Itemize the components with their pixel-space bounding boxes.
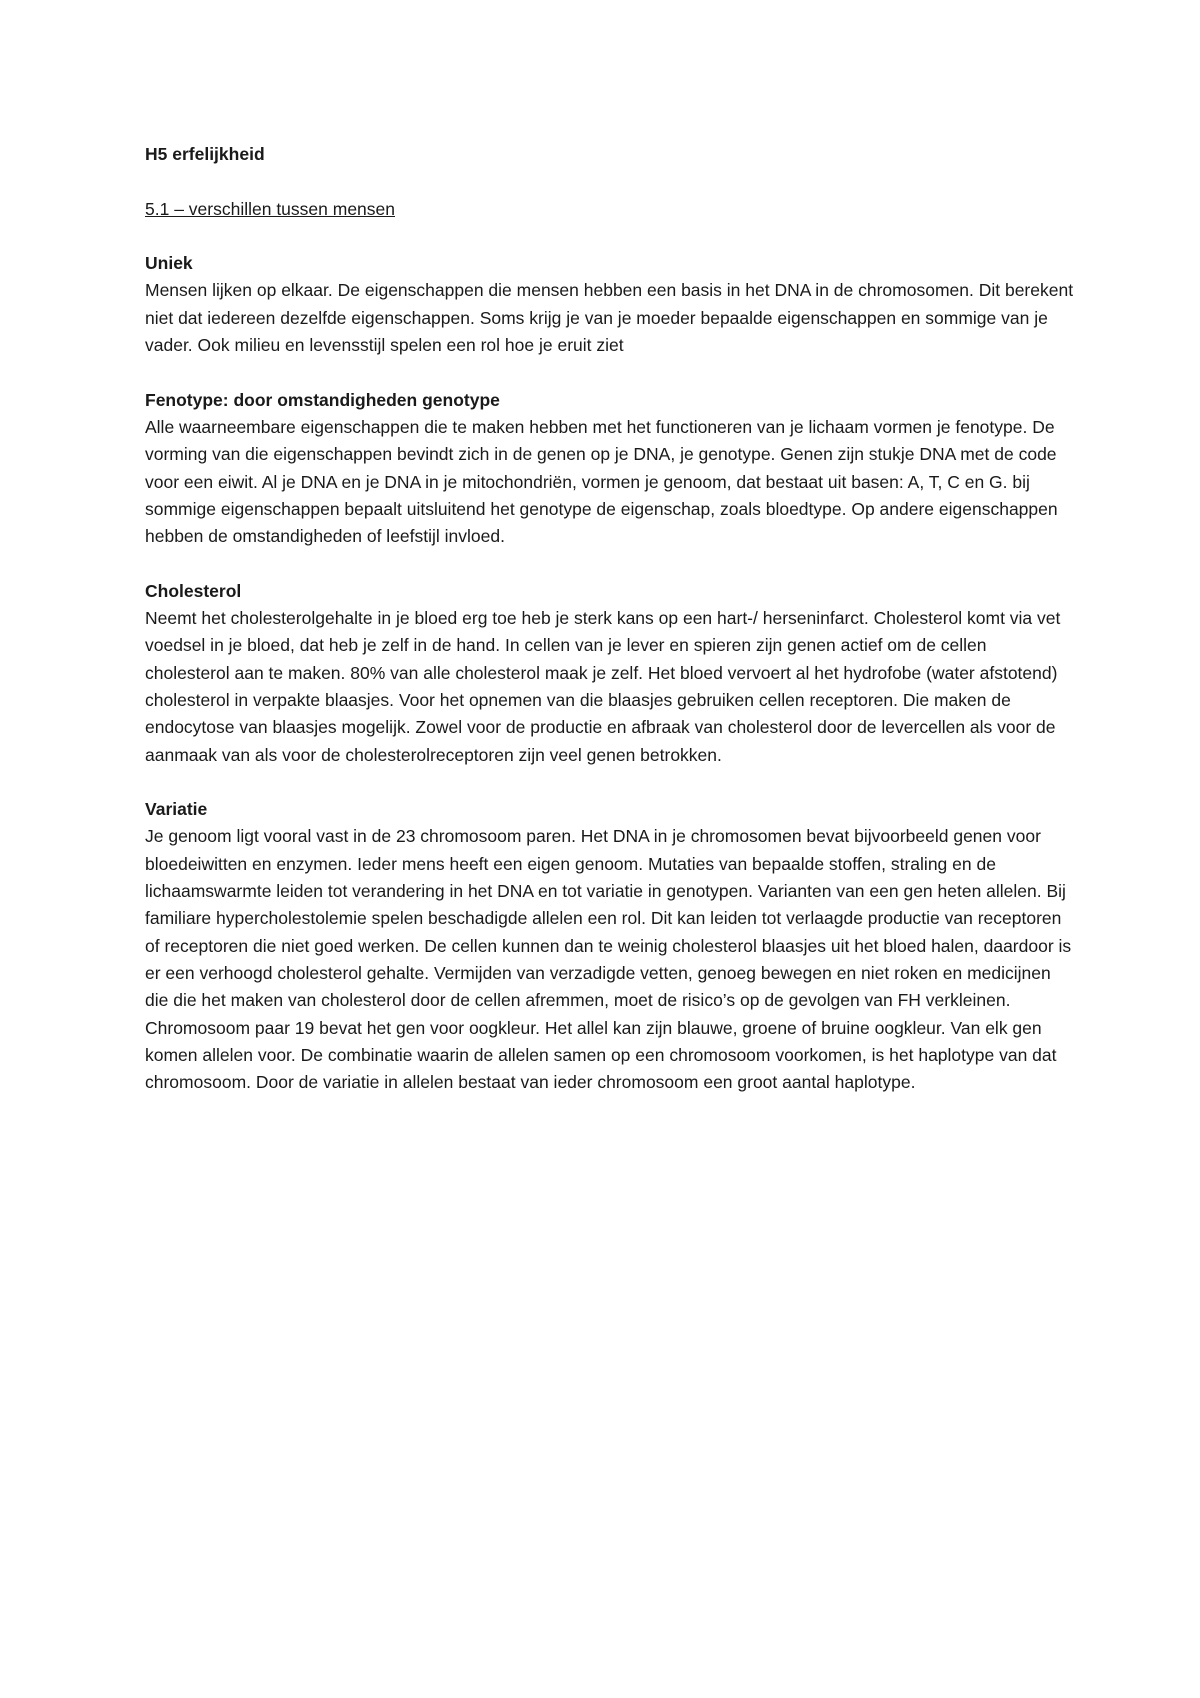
section-cholesterol: [145, 578, 1075, 769]
section-heading: Variatie: [145, 799, 208, 820]
section-heading: Fenotype: door omstandigheden genotype: [145, 389, 500, 410]
section-fenotype: [145, 387, 1075, 551]
section-paragraph: Je genoom ligt vooral vast in de 23 chromosoom paren. Het DNA in je chromosomen bevat bijvoorbeeld genen voor bloedeiwitten en enzymen. Ieder mens heeft een eigen genoom. Mutaties van bepaalde stoffen, straling en de lichaamswarmte leiden tot verandering in het DNA en tot variatie in genotypen. Varianten van een gen heten allelen. Bij familiare hypercholestolemie spelen beschadigde allelen een rol. Dit kan leiden tot verlaagde productie van receptoren of receptoren die niet goed werken. De cellen kunnen dan te weinig cholesterol blaasjes uit het bloed halen, daardoor is er een verhoogd cholesterol gehalte. Vermijden van verzadigde vetten, genoeg bewegen en niet roken en medicijnen die die het maken van cholesterol door de cellen afremmen, moet de risico’s op de gevolgen van FH verkleinen. Chromosoom paar 19 bevat het gen voor oogkleur. Het allel kan zijn blauwe, groene of bruine oogkleur. Van elk gen komen allelen voor. De combinatie waarin de allelen samen op een chromosoom voorkomen, is het haplotype van dat chromosoom. Door de variatie in allelen bestaat van ieder chromosoom een groot aantal haplotype.: [145, 826, 1072, 1093]
document-title: H5 erfelijkheid: [145, 144, 265, 164]
document-page: [145, 141, 1075, 1096]
section-paragraph: Neemt het cholesterolgehalte in je bloed erg toe heb je sterk kans op een hart-/ herseninfarct. Cholesterol komt via vet voedsel in je bloed, dat heb je zelf in de hand. In cellen van je lever en spieren zijn genen actief om de cellen cholesterol aan te maken. 80% van alle cholesterol maak je zelf. Het bloed vervoert al het hydrofobe (water afstotend) cholesterol in verpakte blaasjes. Voor het opnemen van die blaasjes gebruiken cellen receptoren. Die maken de endocytose van blaasjes mogelijk. Zowel voor de productie en afbraak van cholesterol door de levercellen als voor de aanmaak van als voor de cholesterolreceptoren zijn veel genen betrokken.: [145, 608, 1061, 765]
section-uniek: [145, 250, 1075, 359]
section-paragraph: Alle waarneembare eigenschappen die te maken hebben met het functioneren van je lichaam vormen je fenotype. De vorming van die eigenschappen bevindt zich in de genen op je DNA, je genotype. Genen zijn stukje DNA met de code voor een eiwit. Al je DNA en je DNA in je mitochondriën, vormen je genoom, dat bestaat uit basen: A, T, C en G. bij sommige eigenschappen bepaalt uitsluitend het genotype de eigenschap, zoals bloedtype. Op andere eigenschappen hebben de omstandigheden of leefstijl invloed.: [145, 416, 1058, 547]
section-paragraph: Mensen lijken op elkaar. De eigenschappen die mensen hebben een basis in het DNA in de chromosomen. Dit berekent niet dat iedereen dezelfde eigenschappen. Soms krijg je van je moeder bepaalde eigenschappen en sommige van je vader. Ook milieu en levensstijl spelen een rol hoe je eruit ziet: [145, 280, 1074, 356]
section-heading: Cholesterol: [145, 580, 242, 601]
section-subtitle: 5.1 – verschillen tussen mensen: [145, 198, 395, 219]
section-heading: Uniek: [145, 253, 193, 274]
section-variatie: [145, 796, 1075, 1096]
